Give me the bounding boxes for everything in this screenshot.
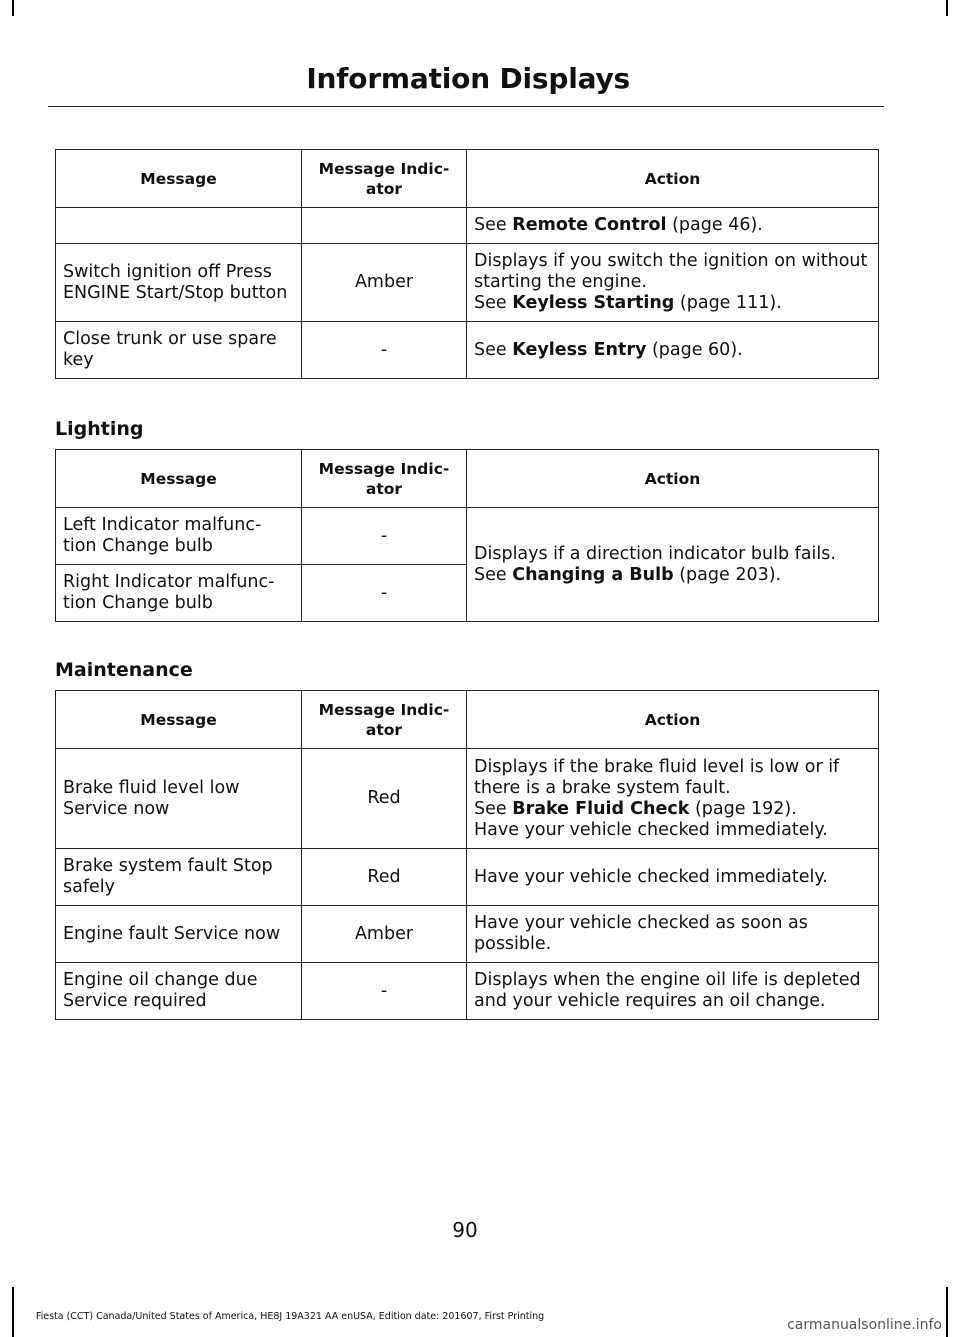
page-title: Information Displays — [306, 62, 630, 95]
indicator-cell: - — [302, 508, 467, 565]
page-reference-changing-a-bulb[interactable]: Changing a Bulb — [512, 564, 674, 585]
messages-table-continued — [55, 149, 879, 379]
table-row — [56, 749, 879, 849]
action-cell: Displays when the engine oil life is depleted and your vehicle requires an oil change. — [467, 963, 879, 1020]
table-row — [56, 508, 879, 565]
table-row — [56, 322, 879, 379]
indicator-cell: Amber — [302, 244, 467, 322]
page-reference-remote-control[interactable]: Remote Control — [512, 215, 667, 235]
table-header-row — [56, 150, 879, 208]
indicator-cell: Red — [302, 849, 467, 906]
action-cell — [467, 208, 879, 244]
section-heading-lighting: Lighting — [55, 418, 144, 440]
table-header-row — [56, 450, 879, 508]
action-text: Have your vehicle checked immediately. — [474, 819, 828, 840]
header-indicator: Message Indic-ator — [302, 150, 467, 208]
action-cell — [467, 322, 879, 379]
indicator-cell: - — [302, 565, 467, 622]
table-row — [56, 849, 879, 906]
action-cell — [467, 244, 879, 322]
indicator-cell: Red — [302, 749, 467, 849]
message-cell: Brake system fault Stop safely — [56, 849, 302, 906]
action-text: Displays if a direction indicator bulb fails. — [474, 543, 836, 564]
header-message: Message — [56, 150, 302, 208]
see-text: See — [474, 564, 507, 585]
table-row — [56, 906, 879, 963]
page-ref-number: (page 111). — [679, 293, 782, 313]
action-cell: Have your vehicle checked as soon as possible. — [467, 906, 879, 963]
indicator-cell: - — [302, 963, 467, 1020]
indicator-cell: - — [302, 322, 467, 379]
action-text: Displays if the brake fluid level is low or if there is a brake system fault. — [474, 756, 840, 798]
header-action: Action — [467, 450, 879, 508]
message-cell: Brake fluid level low Service now — [56, 749, 302, 849]
message-cell: Engine fault Service now — [56, 906, 302, 963]
crop-mark-top-left — [12, 0, 14, 16]
indicator-cell — [302, 208, 467, 244]
see-text: See — [474, 215, 507, 235]
header-action: Action — [467, 150, 879, 208]
table-row — [56, 963, 879, 1020]
message-cell: Close trunk or use spare key — [56, 322, 302, 379]
table-header-row — [56, 691, 879, 749]
header-indicator: Message Indic-ator — [302, 450, 467, 508]
page-ref-number: (page 192). — [694, 798, 797, 819]
footer-edition-text: Fiesta (CCT) Canada/United States of America, HE8J 19A321 AA enUSA, Edition date: 201607, First Printing — [35, 1311, 545, 1322]
see-text: See — [474, 798, 507, 819]
action-cell — [467, 508, 879, 622]
message-cell: Switch ignition off Press ENGINE Start/Stop button — [56, 244, 302, 322]
page-reference-brake-fluid-check[interactable]: Brake Fluid Check — [512, 798, 690, 819]
action-cell — [467, 749, 879, 849]
page-ref-number: (page 60). — [651, 339, 743, 360]
message-cell: Left Indicator malfunc-tion Change bulb — [56, 508, 302, 565]
table-row — [56, 244, 879, 322]
page-reference-keyless-entry[interactable]: Keyless Entry — [512, 339, 647, 360]
table-row — [56, 208, 879, 244]
section-heading-maintenance: Maintenance — [55, 659, 193, 681]
message-cell: Engine oil change due Service required — [56, 963, 302, 1020]
action-cell: Have your vehicle checked immediately. — [467, 849, 879, 906]
action-text: Displays if you switch the ignition on without starting the engine. — [474, 251, 868, 292]
page-ref-number: (page 203). — [679, 564, 782, 585]
maintenance-table — [55, 690, 879, 1020]
header-action: Action — [467, 691, 879, 749]
message-cell — [56, 208, 302, 244]
page-reference-keyless-starting[interactable]: Keyless Starting — [512, 293, 675, 313]
see-text: See — [474, 293, 507, 313]
see-text: See — [474, 339, 507, 360]
watermark: carmanualsonline.info — [787, 1317, 942, 1333]
header-message: Message — [56, 450, 302, 508]
page-number: 90 — [452, 1218, 478, 1242]
page-ref-number: (page 46). — [672, 215, 763, 235]
lighting-table — [55, 449, 879, 622]
crop-mark-bottom-right — [946, 1287, 948, 1337]
crop-mark-top-right — [946, 0, 948, 16]
header-message: Message — [56, 691, 302, 749]
header-rule — [48, 106, 884, 107]
message-cell: Right Indicator malfunc-tion Change bulb — [56, 565, 302, 622]
indicator-cell: Amber — [302, 906, 467, 963]
header-indicator: Message Indic-ator — [302, 691, 467, 749]
